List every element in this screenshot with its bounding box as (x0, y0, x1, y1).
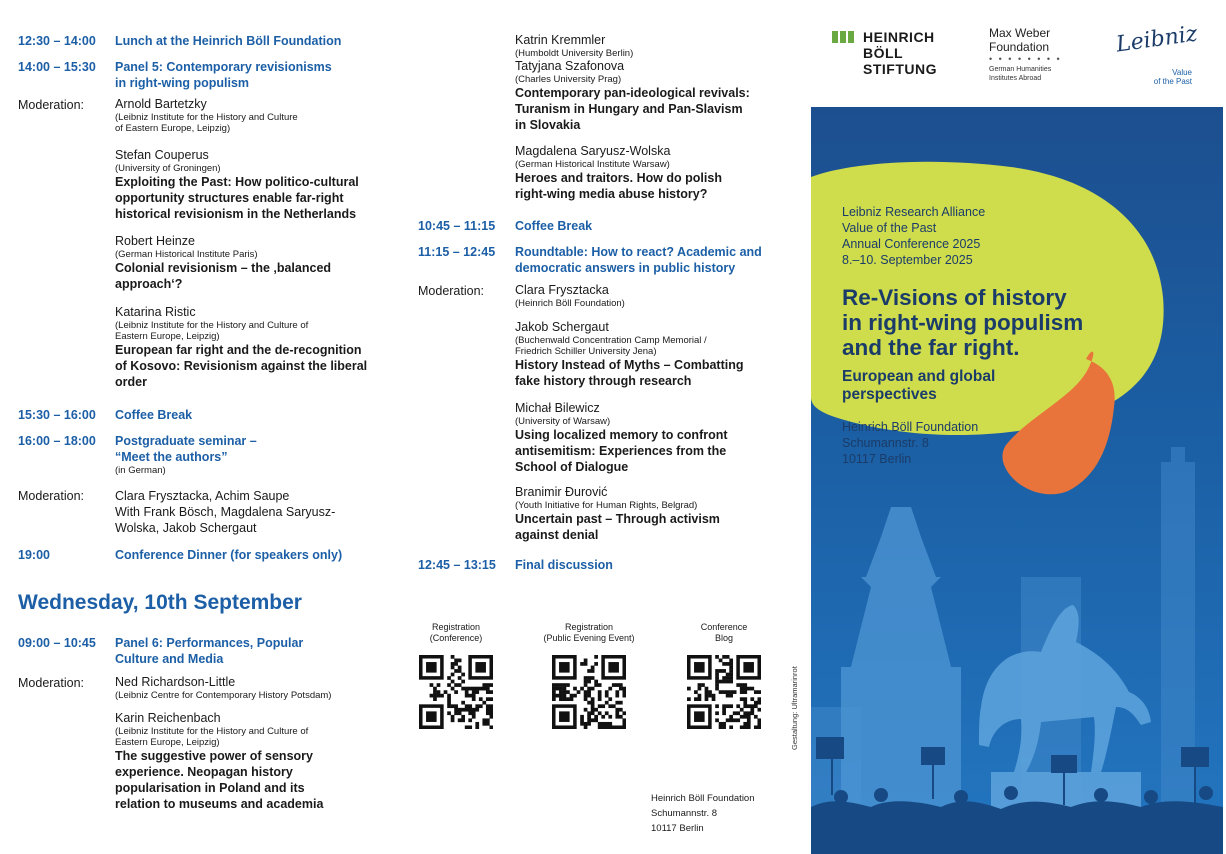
speaker-name: Magdalena Saryusz-Wolska (515, 144, 671, 158)
address-line: Schumannstr. 8 (842, 436, 929, 450)
talk-title: antisemitism: Experiences from the (515, 444, 727, 458)
session-title: Final discussion (515, 558, 613, 572)
qr-label (411, 622, 501, 646)
session-title-line: Postgraduate seminar – (115, 434, 257, 448)
address-line: 10117 Berlin (842, 452, 912, 466)
moderation-label: Moderation: (418, 284, 485, 298)
session-title: Coffee Break (115, 408, 193, 422)
speaker-name: Tatyjana Szafonova (515, 59, 625, 73)
talk-title: Exploiting the Past: How politico-cultural (115, 175, 359, 189)
talk-title: Uncertain past – Through activism (515, 512, 720, 526)
speaker-durovic (515, 485, 785, 543)
boell-logo-icon (832, 31, 854, 45)
talk-title: order (115, 375, 147, 389)
session-title-line: Roundtable: How to react? Academic and (515, 245, 762, 259)
logo-line: STIFTUNG (863, 61, 937, 77)
day-heading: Wednesday, 10th September (18, 591, 302, 614)
session-title-line: Culture and Media (115, 652, 224, 666)
qr-label (543, 622, 635, 646)
speaker-name: Stefan Couperus (115, 148, 209, 162)
speaker-affiliation: (Humboldt University Berlin) (515, 48, 634, 59)
speaker-affiliation: (Heinrich Böll Foundation) (515, 298, 625, 309)
logo-line: HEINRICH (863, 29, 935, 45)
moderator-line: With Frank Bösch, Magdalena Saryusz- (115, 505, 336, 519)
speaker-reichenbach (115, 711, 385, 812)
alliance-line: 8.–10. September 2025 (842, 253, 973, 267)
talk-title: historical revisionism in the Netherlands (115, 207, 357, 221)
qr-label (679, 622, 769, 646)
speaker-heinze (115, 234, 385, 292)
talk-title: fake history through research (515, 374, 692, 388)
talk-title: European far right and the de-recognition (115, 343, 362, 357)
session-time: 12:45 – 13:15 (418, 558, 496, 572)
session-title-line: democratic answers in public history (515, 261, 736, 275)
speaker-name: Robert Heinze (115, 234, 195, 248)
alliance-info (842, 204, 985, 268)
subhead-line: European and global (842, 368, 996, 385)
session-time: 10:45 – 11:15 (418, 219, 496, 233)
session-time: 09:00 – 10:45 (18, 636, 96, 650)
qr-code-icon[interactable] (419, 655, 493, 729)
dots-divider: • • • • • • • • (989, 54, 1062, 64)
design-credit (770, 640, 810, 750)
session-title: Coffee Break (515, 219, 593, 233)
logo-line: of the Past (1153, 77, 1192, 86)
alliance-line: Leibniz Research Alliance (842, 205, 986, 219)
moderation-label: Moderation: (18, 98, 85, 112)
qr-label-line: (Public Evening Event) (543, 633, 635, 643)
logo-line: Value (1172, 68, 1192, 77)
speaker-ristic (115, 305, 385, 390)
speaker-affiliation: Eastern Europe, Leipzig) (115, 331, 220, 342)
speaker-couperus (115, 148, 385, 222)
logo-line: German Humanities (989, 66, 1052, 73)
address-line: 10117 Berlin (651, 823, 704, 834)
session-time: 11:15 – 12:45 (418, 245, 496, 259)
talk-title: experience. Neopagan history (115, 765, 293, 779)
talk-title: Turanism in Hungary and Pan-Slavism (515, 102, 743, 116)
speaker-affiliation: (Leibniz Institute for the History and Culture of (115, 726, 309, 737)
moderator-line: Wolska, Jakob Schergaut (115, 521, 257, 535)
session-title: Conference Dinner (for speakers only) (115, 548, 343, 562)
alliance-line: Value of the Past (842, 221, 937, 235)
moderator-line: Clara Frysztacka, Achim Saupe (115, 489, 290, 503)
session-title-line: “Meet the authors” (115, 450, 228, 464)
speaker-richardson-little (115, 675, 385, 701)
speaker-affiliation: of Eastern Europe, Leipzig) (115, 123, 231, 134)
session-time: 15:30 – 16:00 (18, 408, 96, 422)
session-time: 12:30 – 14:00 (18, 34, 96, 48)
headline-line: Re-Visions of history (842, 285, 1067, 310)
talk-title: right-wing media abuse history? (515, 187, 708, 201)
speaker-name: Katrin Kremmler (515, 33, 606, 47)
qr-label-line: Conference (700, 622, 748, 632)
talk-title: in Slovakia (515, 118, 581, 132)
back-address (651, 791, 755, 836)
leibniz-logo (1114, 21, 1206, 87)
session-title-line: Panel 6: Performances, Popular (115, 636, 304, 650)
logo-line: Max Weber (989, 26, 1051, 40)
qr-label-line: (Conference) (429, 633, 483, 643)
qr-conference-blog[interactable] (679, 622, 769, 734)
max-weber-logo (989, 26, 1069, 83)
speaker-affiliation: (Buchenwald Concentration Camp Memorial / (515, 335, 707, 346)
talk-title: Contemporary pan-ideological revivals: (515, 86, 750, 100)
qr-registration-public-event[interactable] (543, 622, 635, 734)
speaker-frysztacka (515, 283, 785, 309)
speaker-kremmler (515, 33, 785, 59)
speaker-name: Karin Reichenbach (115, 711, 221, 725)
speaker-name: Ned Richardson-Little (115, 675, 236, 689)
speaker-name: Katarina Ristic (115, 305, 196, 319)
speaker-name: Jakob Schergaut (515, 320, 609, 334)
leibniz-signature: Leibniz (1114, 21, 1199, 58)
speaker-bilewicz (515, 401, 785, 475)
talk-title: against denial (515, 528, 599, 542)
qr-label-line: Blog (714, 633, 733, 643)
speaker-schergaut (515, 320, 785, 389)
speaker-name: Branimir Đurović (515, 485, 608, 499)
venue-address (842, 419, 978, 467)
speaker-affiliation: (Leibniz Centre for Contemporary History Potsdam) (115, 690, 332, 701)
speaker-affiliation: (Leibniz Institute for the History and Culture (115, 112, 298, 123)
moderation-label: Moderation: (18, 489, 85, 503)
qr-label-line: Registration (431, 622, 481, 632)
logo-line: Foundation (989, 40, 1050, 54)
session-title-line: Panel 5: Contemporary revisionisms (115, 60, 332, 74)
session-time: 19:00 (18, 548, 50, 562)
qr-registration-conference[interactable] (411, 622, 501, 734)
talk-title: School of Dialogue (515, 460, 629, 474)
talk-title: of Kosovo: Revisionism against the liberal (115, 359, 368, 373)
headline-line: and the far right. (842, 335, 1020, 360)
speaker-affiliation: (Charles University Prag) (515, 74, 622, 85)
session-title: Lunch at the Heinrich Böll Foundation (115, 34, 342, 48)
address-line: Heinrich Böll Foundation (651, 793, 755, 804)
talk-title: relation to museums and academia (115, 797, 324, 811)
speaker-affiliation: (Leibniz Institute for the History and Culture of (115, 320, 309, 331)
conference-subtitle (842, 368, 1092, 404)
design-credit-text: Gestaltung: Ultramarinrot (790, 666, 799, 750)
speaker-affiliation: (University of Warsaw) (515, 416, 611, 427)
session-note: (in German) (115, 465, 166, 476)
logo-bar (811, 0, 1226, 107)
speaker-affiliation: (Youth Initiative for Human Rights, Belgrad) (515, 500, 698, 511)
headline-line: in right-wing populism (842, 310, 1084, 335)
talk-title: popularisation in Poland and its (115, 781, 305, 795)
speaker-bartetzky (115, 97, 385, 134)
moderation-label: Moderation: (18, 676, 85, 690)
talk-title: The suggestive power of sensory (115, 749, 313, 763)
session-time: 14:00 – 15:30 (18, 60, 96, 74)
talk-title: opportunity structures enable far-right (115, 191, 344, 205)
qr-label-line: Registration (564, 622, 614, 632)
speaker-affiliation: Friedrich Schiller University Jena) (515, 346, 657, 357)
talk-title: Using localized memory to confront (515, 428, 728, 442)
talk-title: approach‘? (115, 277, 183, 291)
talk-title: History Instead of Myths – Combatting (515, 358, 744, 372)
speaker-name: Clara Frysztacka (515, 283, 609, 297)
speaker-affiliation: (German Historical Institute Warsaw) (515, 159, 670, 170)
talk-title: Heroes and traitors. How do polish (515, 171, 722, 185)
speaker-name: Michał Bilewicz (515, 401, 600, 415)
speaker-affiliation: (German Historical Institute Paris) (115, 249, 258, 260)
talk-title: Colonial revisionism – the ‚balanced (115, 261, 332, 275)
speaker-szafonova (515, 59, 785, 133)
conference-title (842, 285, 1142, 360)
moderators-seminar (115, 488, 385, 536)
address-line: Schumannstr. 8 (651, 808, 718, 819)
session-title-line: in right-wing populism (115, 76, 250, 90)
session-time: 16:00 – 18:00 (18, 434, 96, 448)
boell-logo-text (863, 29, 937, 77)
qr-code-icon[interactable] (687, 655, 761, 729)
subhead-line: perspectives (842, 386, 937, 403)
address-line: Heinrich Böll Foundation (842, 420, 979, 434)
logo-line: BÖLL (863, 45, 904, 61)
alliance-line: Annual Conference 2025 (842, 237, 981, 251)
speaker-affiliation: Eastern Europe, Leipzig) (115, 737, 220, 748)
speaker-name: Arnold Bartetzky (115, 97, 207, 111)
logo-line: Institutes Abroad (989, 75, 1042, 82)
speaker-affiliation: (University of Groningen) (115, 163, 221, 174)
speaker-saryusz-wolska (515, 144, 785, 202)
qr-code-icon[interactable] (552, 655, 626, 729)
leibniz-tagline (1146, 68, 1192, 86)
